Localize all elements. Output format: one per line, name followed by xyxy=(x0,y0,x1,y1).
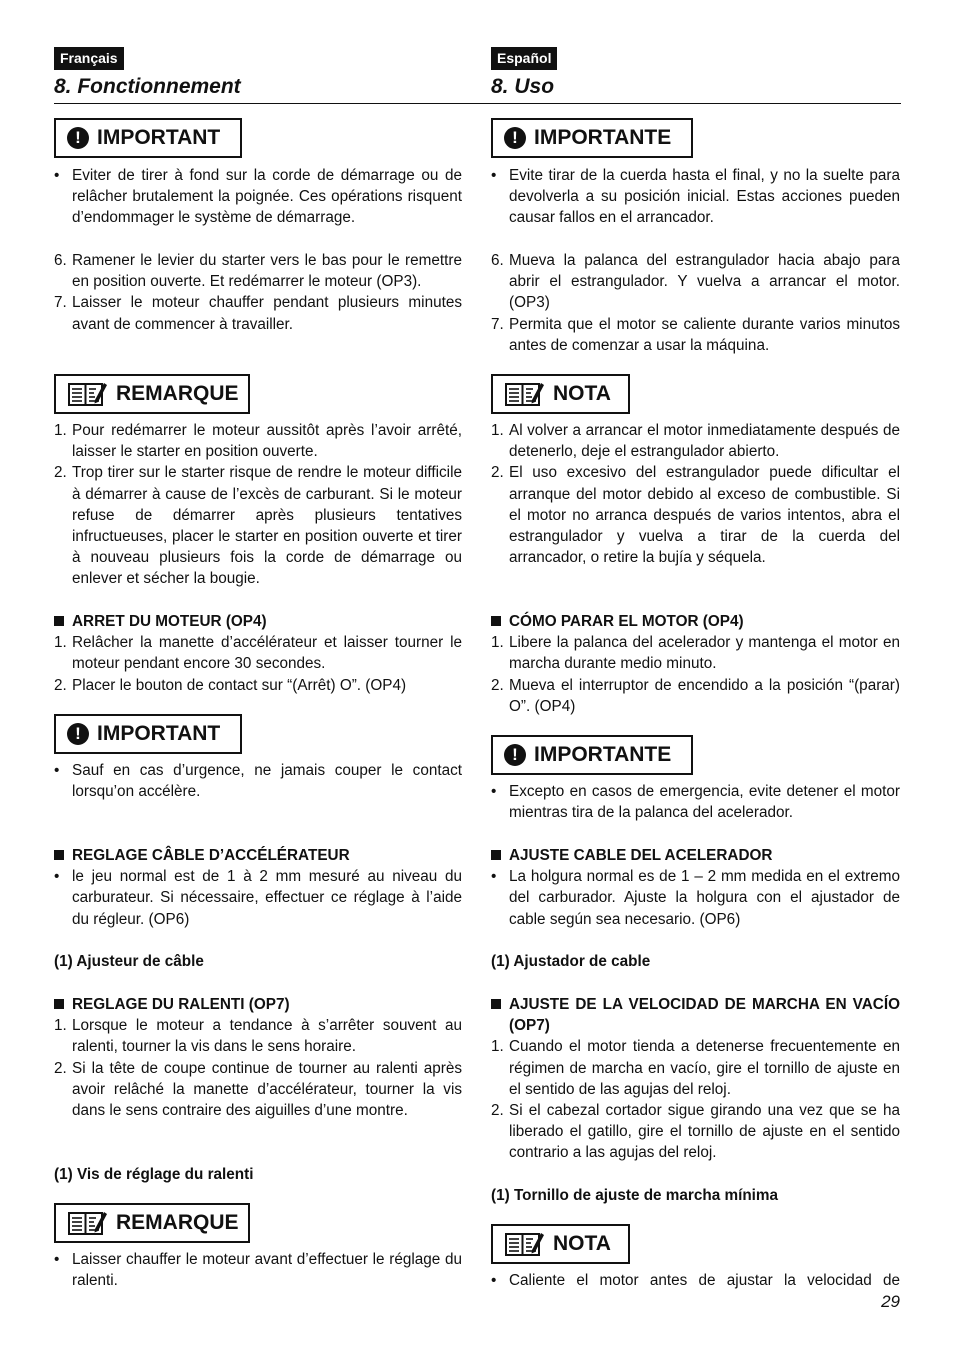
nota-box-es-2: NOTA xyxy=(491,1224,630,1264)
exclamation-icon: ! xyxy=(504,127,526,149)
importante-text-es-2: • Excepto en casos de emergencia, evite detener el motor mientras tira de la palanca del acelerador. xyxy=(491,783,900,822)
book-pen-icon xyxy=(505,381,545,407)
idle-caption-fr: (1) Vis de réglage du ralenti xyxy=(54,1166,254,1183)
book-pen-icon xyxy=(505,1231,545,1257)
language-tag-es: Español xyxy=(491,47,557,70)
idle-section-es: AJUSTE DE LA VELOCIDAD DE MARCHA EN VACÍO (OP7) 1. Cuando el motor tienda a detenerse frecuentemente en régimen de marcha en vacío, gire el tornillo de ajuste en el sentido de las agujas del reloj. 2. Si el cabezal cortador sigue girando una vez que se ha liberado el gatillo, gire el tornillo de ajuste en el sentido contrario a las agujas del reloj. xyxy=(491,996,900,1162)
book-pen-icon xyxy=(68,381,108,407)
nota-list-es-1: 1. Al volver a arrancar el motor inmediatamente después de detenerlo, deje el estrangulador abierto. 2. El uso excesivo del estrangulador puede dificultar el arranque del motor debido al exceso de combustible. Si el motor no arranca después de varios intentos, abra el estrangulador y vuelva a tirar de la cuerda del arrancador, o retire la bujía y séquela. xyxy=(491,422,900,567)
importante-box-es-1: ! IMPORTANTE xyxy=(491,118,693,158)
square-bullet-icon xyxy=(54,999,64,1009)
cable-caption-es: (1) Ajustador de cable xyxy=(491,953,651,970)
square-bullet-icon xyxy=(491,616,501,626)
idle-caption-es: (1) Tornillo de ajuste de marcha mínima xyxy=(491,1187,779,1204)
remarque-box-fr-1: REMARQUE xyxy=(54,374,250,414)
book-pen-icon xyxy=(68,1210,108,1236)
cable-section-fr: REGLAGE CÂBLE D’ACCÉLÉRATEUR • le jeu normal est de 1 à 2 mm mesuré au niveau du carburateur. Si nécessaire, effectuer ce réglage à l’aide du régleur. (OP6) xyxy=(54,847,462,928)
important-text-fr-2: • Sauf en cas d’urgence, ne jamais couper le contact lorsqu’on accélère. xyxy=(54,762,462,801)
remarque-box-fr-2: REMARQUE xyxy=(54,1203,250,1243)
section-title-fr: 8. Fonctionnement xyxy=(54,75,241,98)
remarque-text-fr-2: • Laisser chauffer le moteur avant d’effectuer le réglage du ralenti. xyxy=(54,1251,462,1290)
importante-text-es-1: • Evite tirar de la cuerda hasta el final, y no la suelte para devolverla a su posición inicial. Estas acciones pueden causar fallos en el arrancador. xyxy=(491,167,900,227)
nota-box-es-1: NOTA xyxy=(491,374,630,414)
important-box-fr-1: ! IMPORTANT xyxy=(54,118,242,158)
exclamation-icon: ! xyxy=(67,127,89,149)
cable-section-es: AJUSTE CABLE DEL ACELERADOR • La holgura normal es de 1 – 2 mm medida en el extremo del carburador. Ajuste la holgura con el ajustador de cable según sea necesario. (OP6) xyxy=(491,847,900,928)
square-bullet-icon xyxy=(491,850,501,860)
nota-text-es-2: • Caliente el motor antes de ajustar la velocidad de xyxy=(491,1272,900,1289)
header-rule xyxy=(54,103,901,104)
remarque-list-fr-1: 1. Pour redémarrer le moteur aussitôt après l’avoir arrêté, laisser le starter en position ouverte. 2. Trop tirer sur le starter risque de rendre le moteur difficile à démarrer à cause de l’excès de carburant. Si le moteur refuse de démarrer après plusieurs tentatives infructueuses, placer le starter en position ouverte et tirer à nouveau plusieurs fois la corde de démarrage ou enlever et sécher la bougie. xyxy=(54,422,462,588)
section-title-es: 8. Uso xyxy=(491,75,555,98)
important-text-fr-1: • Eviter de tirer à fond sur la corde de démarrage ou de relâcher brutalement la poignée. Ces opérations risquent d’endommager le système de démarrage. xyxy=(54,167,462,227)
importante-box-es-2: ! IMPORTANTE xyxy=(491,735,693,775)
language-tag-fr: Français xyxy=(54,47,124,70)
steps-fr: 6. Ramener le levier du starter vers le bas pour le remettre en position ouverte. Et redémarrer le moteur (OP3). 7. Laisser le moteur chauffer pendant plusieurs minutes avant de commencer à travailler. xyxy=(54,252,462,333)
cable-caption-fr: (1) Ajusteur de câble xyxy=(54,953,204,970)
exclamation-icon: ! xyxy=(504,744,526,766)
square-bullet-icon xyxy=(54,616,64,626)
exclamation-icon: ! xyxy=(67,723,89,745)
important-box-fr-2: ! IMPORTANT xyxy=(54,714,242,754)
stop-section-es: CÓMO PARAR EL MOTOR (OP4) 1. Libere la palanca del acelerador y mantenga el motor en marcha durante medio minuto. 2. Mueva el interruptor de encendido a la posición “(parar) O”. (OP4) xyxy=(491,613,900,715)
idle-section-fr: REGLAGE DU RALENTI (OP7) 1. Lorsque le moteur a tendance à s’arrêter souvent au ralenti, tourner la vis dans le sens horaire. 2. Si la tête de coupe continue de tourner au ralenti après avoir relâché la manette d’accélérateur, tourner la vis dans le sens contraire des aiguilles d’une montre. xyxy=(54,996,462,1120)
square-bullet-icon xyxy=(54,850,64,860)
stop-section-fr: ARRET DU MOTEUR (OP4) 1. Relâcher la manette d’accélérateur et laisser tourner le moteur pendant encore 30 secondes. 2. Placer le bouton de contact sur “(Arrêt) O”. (OP4) xyxy=(54,613,462,694)
steps-es: 6. Mueva la palanca del estrangulador hacia abajo para abrir el estrangulador. Y vuelva a arrancar el motor. (OP3) 7. Permita que el motor se caliente durante varios minutos antes de comenzar a usar la máquina. xyxy=(491,252,900,354)
page-number: 29 xyxy=(881,1292,900,1311)
square-bullet-icon xyxy=(491,999,501,1009)
